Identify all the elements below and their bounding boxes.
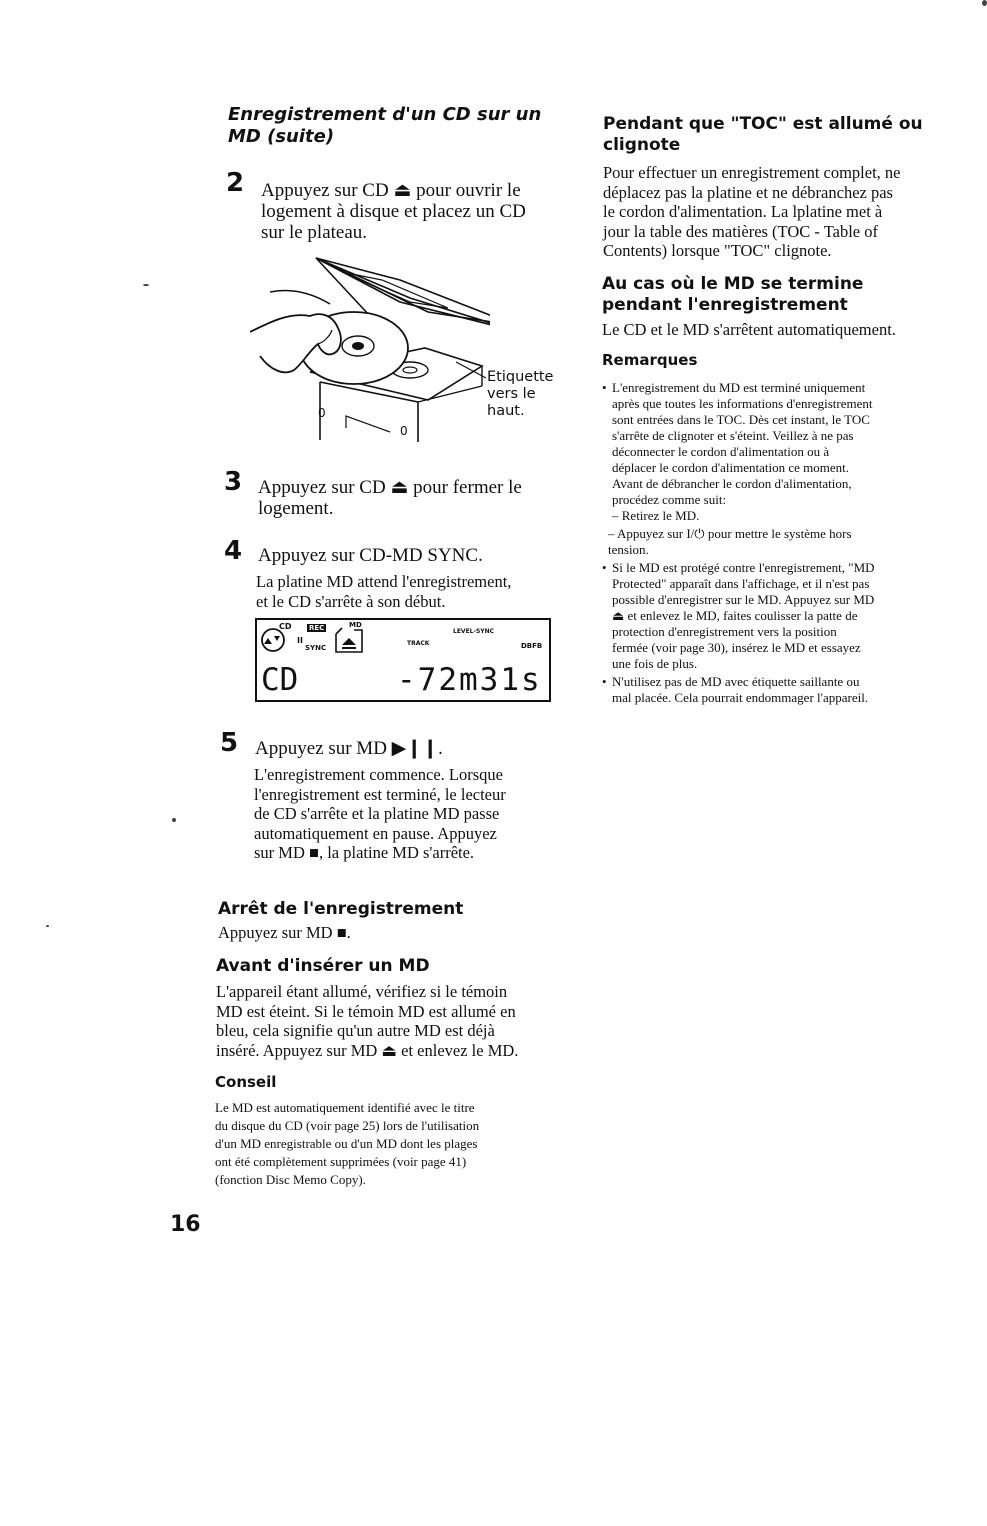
step-2-line: logement à disque et placez un CD <box>261 201 526 222</box>
remarque-line: sont entrées dans le TOC. Dès cet instant, le TOC <box>612 412 870 427</box>
cas-title-line: pendant l'enregistrement <box>602 295 848 315</box>
remarque-line: protection d'enregistrement vers la position <box>612 624 837 639</box>
scan-speck <box>172 818 176 822</box>
step-3-number: 3 <box>224 467 243 497</box>
conseil-line: (fonction Disc Memo Copy). <box>215 1172 366 1187</box>
step-4-detail-line: La platine MD attend l'enregistrement, <box>256 572 512 591</box>
remarque-sub-line: – Appuyez sur I/⏻ pour mettre le système hors <box>608 526 852 541</box>
callout-line: Etiquette <box>487 369 554 385</box>
section-title-cas <box>602 274 952 316</box>
remarque-line: possible d'enregistrer sur le MD. Appuyez sur MD <box>612 592 875 607</box>
step-5-detail-line: l'enregistrement est terminé, le lecteur <box>254 784 506 804</box>
lcd-md-label: MD <box>349 621 362 629</box>
step-2-text <box>261 180 561 243</box>
step-4-number: 4 <box>224 536 243 566</box>
toc-line: Contents) lorsque "TOC" clignote. <box>603 241 832 260</box>
step-3-text <box>258 477 558 519</box>
lcd-dbfb-label: DBFB <box>521 642 543 650</box>
step-4-detail <box>256 572 556 611</box>
remarque-line: après que toutes les informations d'enregistrement <box>612 396 873 411</box>
toc-line: le cordon d'alimentation. La lplatine met à <box>603 202 883 221</box>
step-3-line: logement. <box>258 498 334 519</box>
step-2-line: sur le plateau. <box>261 222 368 243</box>
remarques-list <box>602 380 952 708</box>
conseil-line: d'un MD enregistrable ou d'un MD dont les plages <box>215 1136 478 1151</box>
lcd-level-sync-label: LEVEL-SYNC <box>453 628 495 635</box>
step-5-detail-line: de CD s'arrête et la platine MD passe <box>254 804 500 823</box>
label-callout <box>487 369 553 420</box>
bullet-dot-icon: • <box>602 560 607 575</box>
toc-line: déplacez pas la platine et ne débranchez pas <box>603 182 893 202</box>
lcd-pause-mark: II <box>297 636 303 645</box>
step-2-number: 2 <box>226 168 245 198</box>
rec-badge: REC <box>309 624 325 632</box>
toc-text <box>603 163 953 261</box>
step-2-line: Appuyez sur CD ⏏ pour ouvrir le <box>261 180 521 201</box>
step-5-detail <box>254 765 564 863</box>
page-number: 16 <box>170 1212 201 1237</box>
avant-line: L'appareil étant allumé, vérifiez si le témoin <box>216 982 508 1001</box>
page-title: Enregistrement d'un CD sur un MD (suite) <box>228 104 542 147</box>
section-title-avant: Avant d'insérer un MD <box>216 956 430 976</box>
lid-label-left: 0 <box>318 406 326 420</box>
toc-line: Pour effectuer un enregistrement complet, ne <box>603 163 901 182</box>
scan-speck <box>46 925 49 927</box>
conseil-text <box>215 1099 555 1189</box>
bullet-dot-icon: • <box>602 380 607 395</box>
avant-text <box>216 982 556 1060</box>
conseil-line: Le MD est automatiquement identifié avec le titre <box>215 1100 475 1115</box>
step-4-detail-line: et le CD s'arrête à son début. <box>256 591 446 611</box>
remarque-line: ⏏ et enlevez le MD, faites coulisser la patte de <box>612 608 858 623</box>
remarque-line: Si le MD est protégé contre l'enregistrement, "MD <box>612 560 875 575</box>
step-5-number: 5 <box>220 728 239 758</box>
avant-line: MD est éteint. Si le témoin MD est allumé en <box>216 1001 516 1021</box>
remarque-line: procédez comme suit: <box>612 492 727 507</box>
step-3-line: Appuyez sur CD ⏏ pour fermer le <box>258 477 522 498</box>
conseil-line: du disque du CD (voir page 25) lors de l'utilisation <box>215 1118 480 1133</box>
scan-speck <box>982 0 987 6</box>
section-title-arret: Arrêt de l'enregistrement <box>218 899 464 919</box>
lcd-sync-label: SYNC <box>305 644 327 652</box>
lcd-time: -72m31s <box>397 662 542 698</box>
step-5-text: Appuyez sur MD ▶❙❙. <box>255 738 443 759</box>
section-title-remarques: Remarques <box>602 351 698 369</box>
remarque-sub-line: – Retirez le MD. <box>612 508 700 523</box>
bullet-dot-icon: • <box>602 674 607 689</box>
remarque-line: N'utilisez pas de MD avec étiquette saillante ou <box>612 674 860 689</box>
avant-line: inséré. Appuyez sur MD ⏏ et enlevez le MD. <box>216 1040 519 1060</box>
step-4-text: Appuyez sur CD-MD SYNC. <box>258 545 483 566</box>
avant-line: bleu, cela signifie qu'un autre MD est déjà <box>216 1021 495 1040</box>
toc-line: jour la table des matières (TOC - Table of <box>603 221 878 241</box>
remarque-line: une fois de plus. <box>612 656 698 671</box>
remarque-line: s'arrête de clignoter et s'éteint. Veillez à ne pas <box>612 428 854 443</box>
remarque-line: Avant de débrancher le cordon d'alimentation, <box>612 476 852 491</box>
remarque-sub-item <box>602 526 952 558</box>
arret-text: Appuyez sur MD ■. <box>218 923 351 942</box>
lcd-cd-label: CD <box>279 622 292 631</box>
remarque-line: fermée (voir page 30), insérez le MD et essayez <box>612 640 861 655</box>
lcd-track-label: TRACK <box>407 640 430 647</box>
remarque-line: Protected" apparaît dans l'affichage, et il n'est pas <box>612 576 870 591</box>
section-title-conseil: Conseil <box>215 1073 277 1091</box>
toc-title-line: Pendant que "TOC" est allumé ou <box>603 114 923 134</box>
remarque-item <box>602 380 952 524</box>
cas-title-line: Au cas où le MD se termine <box>602 274 864 294</box>
lcd-source: CD <box>261 662 299 698</box>
remarque-sub-line: tension. <box>608 542 649 557</box>
step-5-detail-line: automatiquement en pause. Appuyez <box>254 823 497 843</box>
scan-speck <box>143 284 149 286</box>
toc-title-line: clignote <box>603 135 681 155</box>
cas-text: Le CD et le MD s'arrêtent automatiquement. <box>602 320 896 339</box>
conseil-line: ont été complètement supprimées (voir page 41) <box>215 1154 467 1169</box>
callout-line: haut. <box>487 403 525 419</box>
callout-line: vers le <box>487 386 536 402</box>
remarque-line: mal placée. Cela pourrait endommager l'appareil. <box>612 690 869 705</box>
step-5-detail-line: L'enregistrement commence. Lorsque <box>254 765 503 784</box>
step-5-detail-line: sur MD ■, la platine MD s'arrête. <box>254 843 475 862</box>
remarque-line: L'enregistrement du MD est terminé uniquement <box>612 380 866 395</box>
remarque-line: déconnecter le cordon d'alimentation ou à <box>612 444 830 459</box>
remarque-line: déplacer le cordon d'alimentation ce moment. <box>612 460 849 475</box>
section-title-toc <box>603 114 953 156</box>
remarque-item <box>602 674 952 706</box>
lcd-display <box>255 618 551 702</box>
remarque-item <box>602 560 952 672</box>
cd-tray-illustration <box>250 252 490 448</box>
lid-label-right: 0 <box>400 424 408 438</box>
